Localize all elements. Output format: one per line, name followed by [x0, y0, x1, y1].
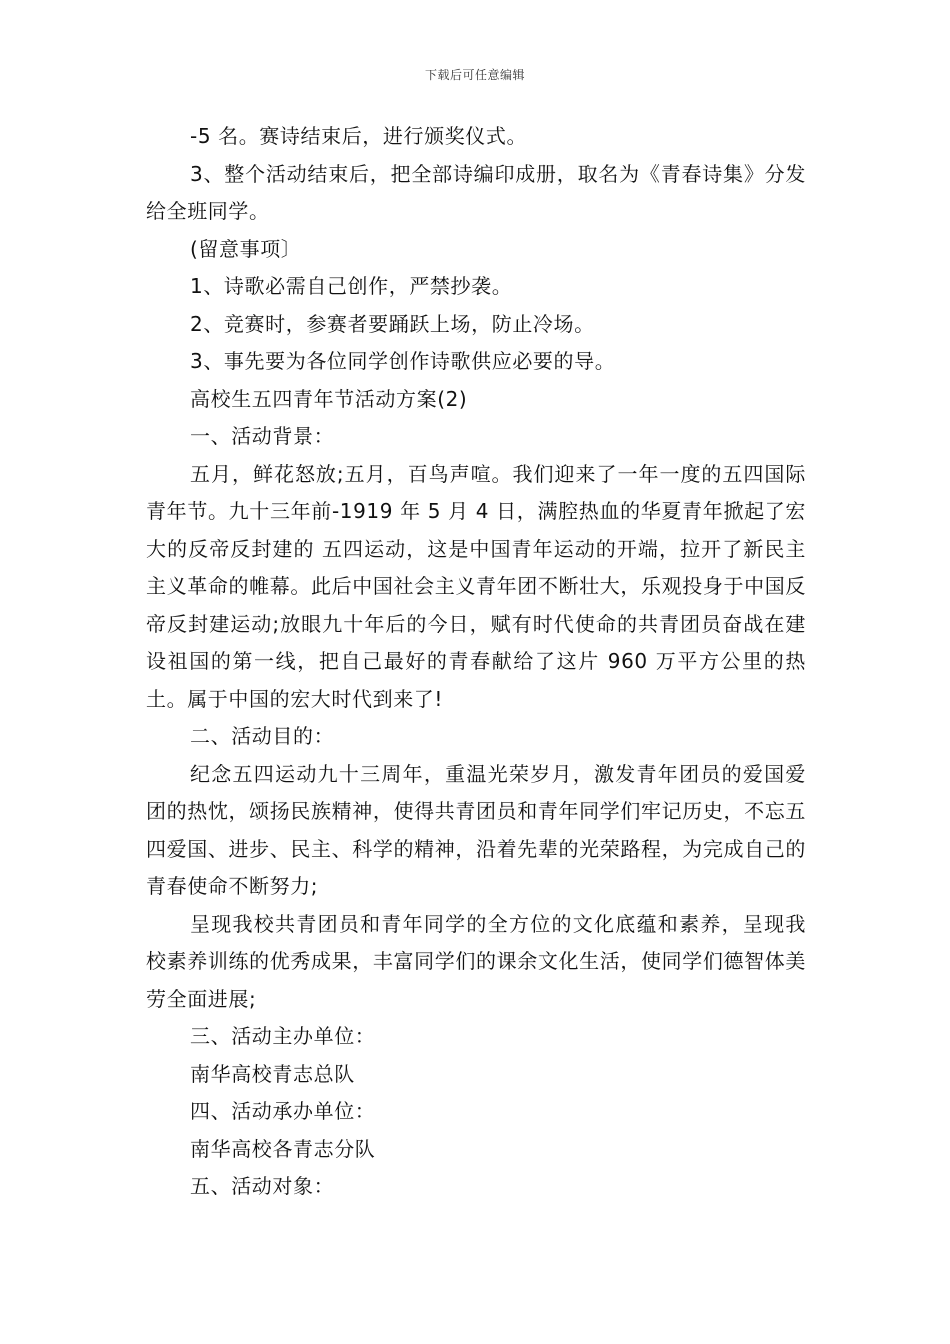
- heading-purpose: 二、活动目的：: [190, 724, 335, 748]
- organizer-name: 南华高校青志总队: [190, 1061, 355, 1086]
- heading-organizer: 三、活动主办单位：: [190, 1024, 376, 1048]
- paragraph-poetry-collection: 3、整个活动结束后，把全部诗编印成册，取名为《青春诗集》分发给全班同学。: [146, 161, 806, 223]
- note-item-2: 2、竞赛时，参赛者要踊跃上场，防止冷场。: [190, 311, 595, 336]
- notes-heading: (留意事项〕: [190, 236, 302, 261]
- paragraph-purpose-2: 呈现我校共青团员和青年同学的全方位的文化底蕴和素养，呈现我校素养训练的优秀成果，丰富同学们的课余文化生活，使同学们德智体美劳全面进展;: [146, 911, 806, 1011]
- paragraph-award-line: -5 名。赛诗结束后，进行颁奖仪式。: [190, 124, 528, 148]
- page-header: 下载后可任意编辑: [424, 68, 525, 82]
- note-item-3: 3、事先要为各位同学创作诗歌供应必要的导。: [190, 349, 616, 373]
- paragraph-purpose-1: 纪念五四运动九十三周年，重温光荣岁月，激发青年团员的爱国爱团的热忱，颂扬民族精神，使得共青团员和青年同学们牢记历史，不忘五四爱国、进步、民主、科学的精神，沿着先辈的光荣路程，为完成自己的青春使命不断努力;: [146, 761, 806, 898]
- heading-target-audience: 五、活动对象：: [190, 1174, 335, 1198]
- heading-background: 一、活动背景：: [190, 424, 335, 448]
- note-item-1: 1、诗歌必需自己创作，严禁抄袭。: [190, 274, 513, 298]
- co-organizer-name: 南华高校各青志分队: [190, 1136, 376, 1161]
- heading-co-organizer: 四、活动承办单位：: [190, 1099, 376, 1123]
- section-title: 高校生五四青年节活动方案(2): [190, 386, 468, 411]
- document-body: [146, 118, 806, 1206]
- paragraph-background: 五月，鲜花怒放;五月，百鸟声喧。我们迎来了一年一度的五四国际青年节。九十三年前-1919 年 5 月 4 日，满腔热血的华夏青年掀起了宏大的反帝反封建的 五四运动，这是中国青年运动的开端，拉开了新民主主义革命的帷幕。此后中国社会主义青年团不断壮大，乐观投身于中国反帝反封建运动;放眼九十年后的今日，赋有时代使命的共青团员奋战在建设祖国的第一线，把自己最好的青春献给了这片 960 万平方公里的热土。属于中国的宏大时代到来了!: [146, 461, 806, 711]
